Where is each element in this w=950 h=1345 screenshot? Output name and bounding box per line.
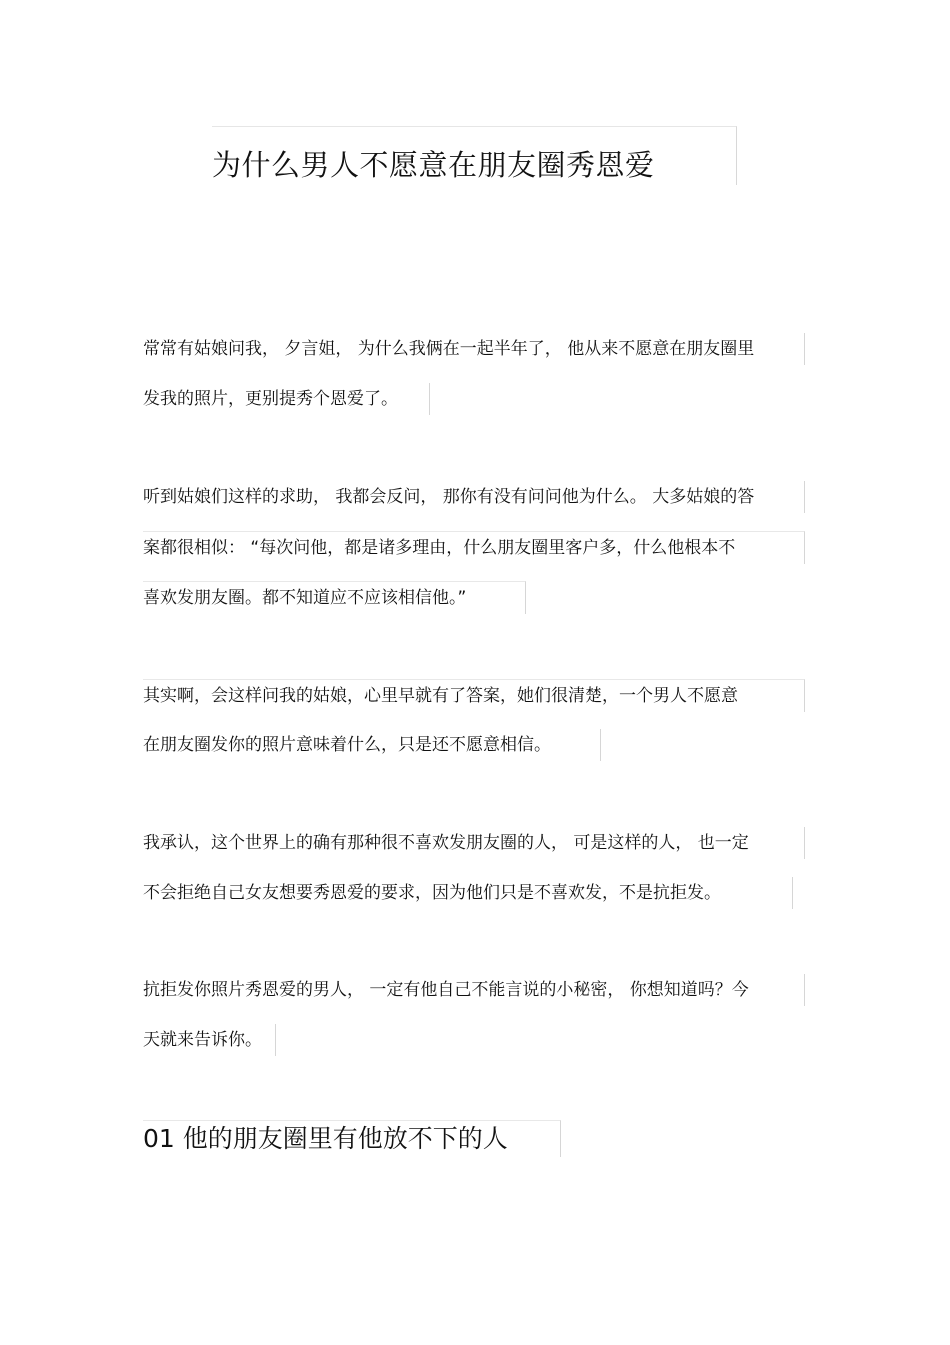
title-block — [212, 126, 737, 185]
paragraph-1-line-1: 常常有姑娘问我， 夕言姐， 为什么我俩在一起半年了， 他从来不愿意在朋友圈里 — [143, 333, 805, 365]
paragraph-2-line-1: 听到姑娘们这样的求助， 我都会反问， 那你有没有问问他为什么。 大多姑娘的答 — [143, 481, 805, 513]
paragraph-3-line-1: 其实啊，会这样问我的姑娘，心里早就有了答案，她们很清楚，一个男人不愿意 — [143, 679, 805, 712]
paragraph-3-line-2: 在朋友圈发你的照片意味着什么，只是还不愿意相信。 — [143, 729, 601, 761]
paragraph-2-line-3: 喜欢发朋友圈。都不知道应不应该相信他。” — [143, 581, 526, 614]
paragraph-4-line-1: 我承认，这个世界上的确有那种很不喜欢发朋友圈的人， 可是这样的人， 也一定 — [143, 827, 805, 859]
paragraph-2-line-2: 案都很相似： “每次问他，都是诸多理由，什么朋友圈里客户多，什么他根本不 — [143, 531, 805, 564]
paragraph-5-line-2: 天就来告诉你。 — [143, 1024, 276, 1056]
paragraph-5-line-1: 抗拒发你照片秀恩爱的男人， 一定有他自己不能言说的小秘密， 你想知道吗？今 — [143, 974, 805, 1006]
section-heading: 01 他的朋友圈里有他放不下的人 — [143, 1120, 561, 1157]
paragraph-4-line-2: 不会拒绝自己女友想要秀恩爱的要求，因为他们只是不喜欢发，不是抗拒发。 — [143, 877, 793, 909]
paragraph-1-line-2: 发我的照片，更别提秀个恩爱了。 — [143, 383, 430, 415]
page-title: 为什么男人不愿意在朋友圈秀恩爱 — [212, 148, 655, 182]
